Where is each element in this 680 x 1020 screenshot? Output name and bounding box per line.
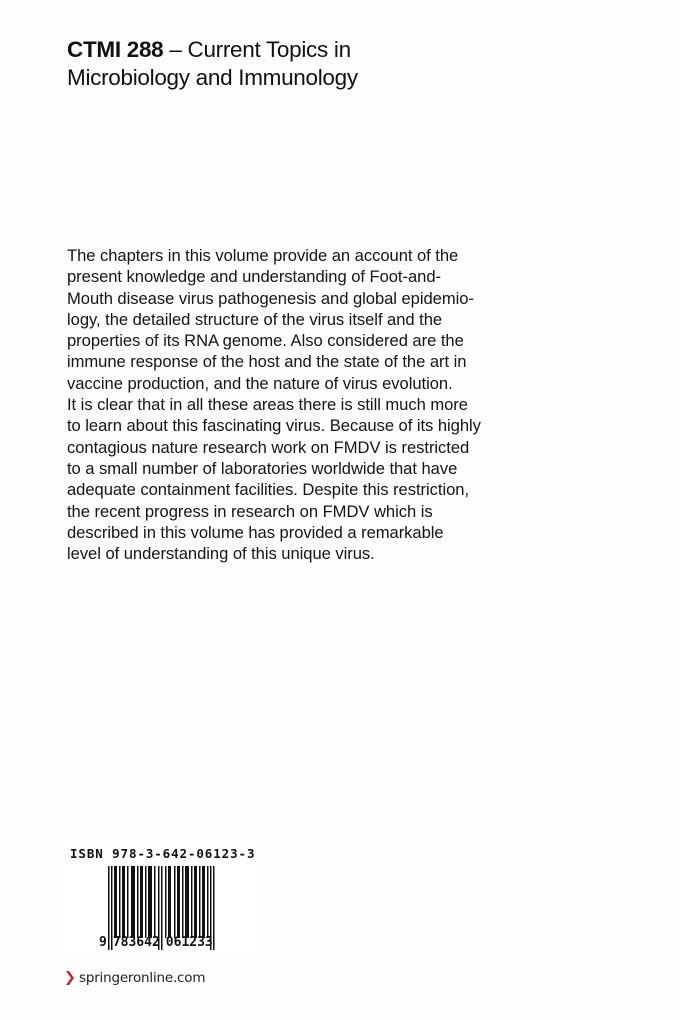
blurb-line: The chapters in this volume provide an account of the [67,246,459,265]
publisher-link[interactable] [66,970,205,986]
barcode-digits-left: 783642 [112,935,160,950]
blurb-line: level of understanding of this unique virus. [67,544,375,564]
blurb-line: to learn about this fascinating virus. Because of its highly [67,416,481,436]
blurb-line: to a small number of laboratories worldwide that have [67,458,458,478]
blurb-line: described in this volume has provided a remarkable [67,522,444,542]
blurb-line: properties of its RNA genome. Also considered are the [67,331,464,351]
blurb-line: contagious nature research work on FMDV is restricted [67,437,470,457]
blurb-line: adequate containment facilities. Despite this restriction, [67,480,470,500]
publisher-url[interactable]: springeronline.com [79,970,206,986]
barcode-digits-right: 061233 [165,935,213,950]
isbn-label: ISBN 978-3-642-06123-3 [70,846,256,861]
series-title-part2: Microbiology and Immunology [67,65,358,90]
blurb-line: present knowledge and understanding of Foot-and- [67,267,441,287]
series-number: CTMI 288 [67,37,164,62]
blurb-line: the recent progress in research on FMDV which is [67,501,433,521]
blurb-line: Mouth disease virus pathogenesis and global epidemio- [67,288,474,308]
book-title [67,36,587,92]
chevron-right-icon [66,971,74,985]
series-title-part1: – Current Topics in [163,37,351,62]
blurb-line: immune response of the host and the state of the art in [67,352,467,372]
blurb-line: logy, the detailed structure of the virus itself and the [67,309,443,329]
blurb-line: vaccine production, and the nature of virus evolution. [67,373,453,393]
blurb [67,245,567,564]
barcode-digit-first: 9 [99,935,107,950]
blurb-line: It is clear that in all these areas there is still much more [67,395,468,415]
barcode-digits [99,935,213,950]
